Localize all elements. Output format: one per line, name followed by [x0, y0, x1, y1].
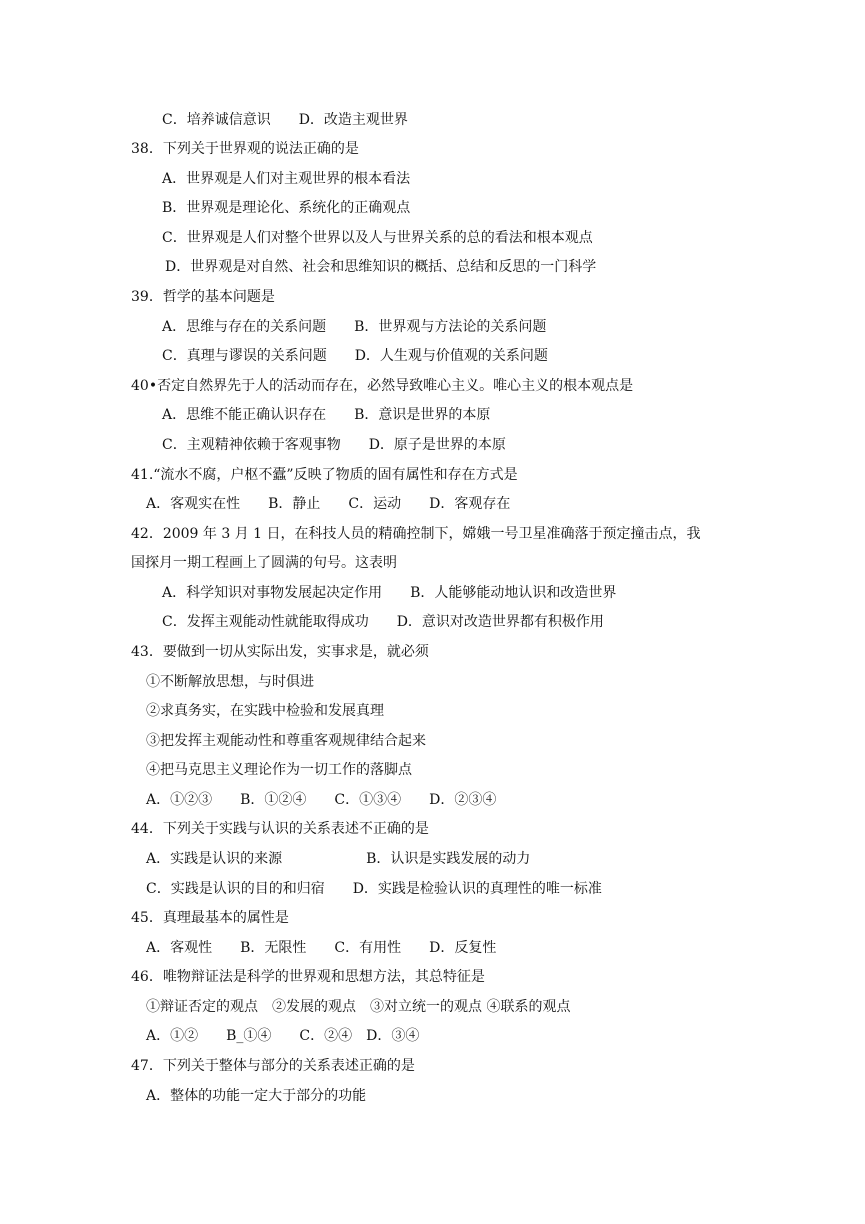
question-39: 39．哲学的基本问题是: [131, 289, 275, 305]
question-38: 38．下列关于世界观的说法正确的是: [131, 141, 359, 157]
option-line: B．世界观是理论化、系统化的正确观点: [162, 200, 411, 216]
statement-line: ④把马克思主义理论作为一切工作的落脚点: [146, 762, 412, 778]
question-44: 44．下列关于实践与认识的关系表述不正确的是: [131, 821, 429, 837]
option-line: C．发挥主观能动性就能取得成功 D．意识对改造世界都有积极作用: [162, 614, 604, 630]
option-line: A．客观实在性 B．静止 C．运动 D．客观存在: [146, 496, 511, 512]
statement-line: ③把发挥主观能动性和尊重客观规律结合起来: [146, 733, 426, 749]
question-46: 46．唯物辩证法是科学的世界观和思想方法，其总特征是: [131, 969, 485, 985]
option-line: A．客观性 B．无限性 C．有用性 D．反复性: [146, 940, 497, 956]
option-line: C．主观精神依赖于客观事物 D．原子是世界的本原: [162, 437, 506, 453]
option-line: A．实践是认识的来源 B．认识是实践发展的动力: [146, 851, 531, 867]
statement-line: ②求真务实，在实践中检验和发展真理: [146, 703, 384, 719]
question-40: 40•否定自然界先于人的活动而存在，必然导致唯心主义。唯心主义的根本观点是: [131, 378, 634, 394]
option-line: C．实践是认识的目的和归宿 D．实践是检验认识的真理性的唯一标准: [146, 881, 602, 897]
question-41: 41.“流水不腐，户枢不蠹”反映了物质的固有属性和存在方式是: [131, 467, 518, 483]
question-42-continued: 国探月一期工程画上了圆满的句号。这表明: [131, 555, 397, 571]
question-45: 45．真理最基本的属性是: [131, 910, 289, 926]
option-line: C．真理与谬误的关系问题 D．人生观与价值观的关系问题: [162, 348, 548, 364]
statement-line: ①不断解放思想，与时俱进: [146, 674, 314, 690]
option-line: A．①② B_①④ C．②④ D．③④: [146, 1028, 420, 1044]
option-line: A．思维与存在的关系问题 B．世界观与方法论的关系问题: [162, 319, 547, 335]
question-42: 42．2009 年 3 月 1 日，在科技人员的精确控制下，嫦娥一号卫星准确落于预定撞击点，我: [131, 526, 701, 542]
option-line: A．科学知识对事物发展起决定作用 B．人能够能动地认识和改造世界: [162, 585, 617, 601]
option-line: A．①②③ B．①②④ C．①③④ D．②③④: [146, 792, 497, 808]
statement-line: ①辩证否定的观点 ②发展的观点 ③对立统一的观点 ④联系的观点: [146, 999, 571, 1015]
option-line: A．整体的功能一定大于部分的功能: [146, 1088, 367, 1104]
option-line: C．世界观是人们对整个世界以及人与世界关系的总的看法和根本观点: [162, 230, 593, 246]
option-line: C．培养诚信意识 D．改造主观世界: [162, 112, 408, 128]
option-line: A．思维不能正确认识存在 B．意识是世界的本原: [162, 407, 491, 423]
option-line: D．世界观是对自然、社会和思维知识的概括、总结和反思的一门科学: [165, 259, 597, 275]
question-47: 47．下列关于整体与部分的关系表述正确的是: [131, 1058, 415, 1074]
option-line: A．世界观是人们对主观世界的根本看法: [162, 171, 411, 187]
question-43: 43．要做到一切从实际出发，实事求是，就必须: [131, 644, 429, 660]
